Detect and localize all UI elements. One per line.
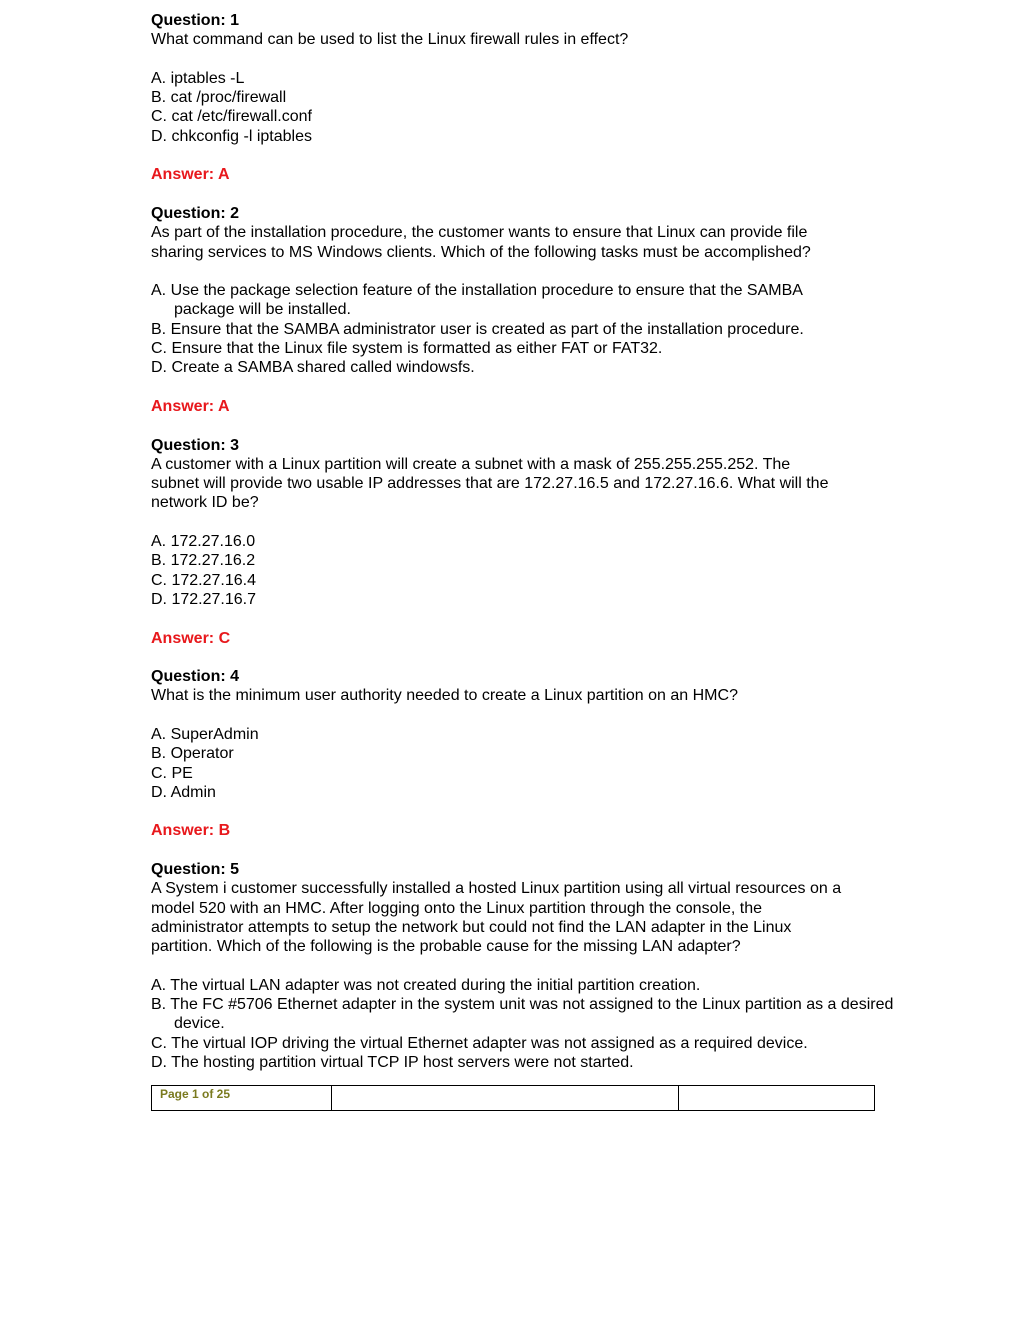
option: C. 172.27.16.4 — [151, 571, 256, 589]
footer-cell-empty — [332, 1086, 679, 1110]
question-title: Question: 5 — [151, 861, 240, 879]
question-text: What command can be used to list the Linux firewall rules in effect? — [151, 31, 629, 49]
option: D. Create a SAMBA shared called windowsfs. — [151, 359, 475, 377]
document-body — [151, 11, 894, 1072]
option: A. iptables -L — [151, 69, 245, 87]
question-text: partition. Which of the following is the probable cause for the missing LAN adapter? — [151, 938, 741, 956]
option: D. 172.27.16.7 — [151, 590, 256, 608]
answer: Answer: A — [151, 397, 230, 415]
question-block — [151, 667, 875, 860]
question-text: What is the minimum user authority needed to create a Linux partition on an HMC? — [151, 687, 738, 705]
page-footer-table — [151, 1085, 875, 1111]
option: C. The virtual IOP driving the virtual Ethernet adapter was not assigned as a required device. — [151, 1034, 808, 1052]
option: B. cat /proc/firewall — [151, 89, 287, 107]
question-title: Question: 1 — [151, 12, 240, 29]
question-text: As part of the installation procedure, the customer wants to ensure that Linux can provide file — [151, 224, 808, 242]
question-text: model 520 with an HMC. After logging onto the Linux partition through the console, the — [151, 899, 763, 917]
question-block — [151, 436, 875, 668]
option: B. 172.27.16.2 — [151, 552, 256, 570]
option: A. The virtual LAN adapter was not created during the initial partition creation. — [151, 976, 701, 994]
option: B. Operator — [151, 745, 234, 763]
question-title: Question: 4 — [151, 668, 240, 686]
footer-cell-page — [152, 1086, 332, 1110]
question-text: A customer with a Linux partition will create a subnet with a mask of 255.255.255.252. The — [151, 455, 791, 473]
option: D. The hosting partition virtual TCP IP host servers were not started. — [151, 1054, 634, 1072]
answer: Answer: A — [151, 166, 230, 184]
question-text: A System i customer successfully installed a hosted Linux partition using all virtual resources on a — [151, 880, 842, 898]
option: A. 172.27.16.0 — [151, 533, 256, 551]
option: D. chkconfig -l iptables — [151, 127, 312, 145]
question-block — [151, 11, 875, 204]
option: C. cat /etc/firewall.conf — [151, 108, 312, 126]
answer: Answer: C — [151, 629, 231, 647]
question-block — [151, 204, 875, 436]
question-text: subnet will provide two usable IP addresses that are 172.27.16.5 and 172.27.16.6. What will the — [151, 475, 829, 493]
page-number: Page 1 of 25 — [160, 1087, 231, 1101]
question-title: Question: 3 — [151, 436, 240, 454]
question-text: administrator attempts to setup the network but could not find the LAN adapter in the Linux — [151, 918, 792, 936]
footer-cell-empty — [679, 1086, 874, 1110]
answer: Answer: B — [151, 822, 231, 840]
option: A. Use the package selection feature of the installation procedure to ensure that the SAMBA package will be installed. — [151, 282, 803, 319]
question-text: network ID be? — [151, 494, 259, 512]
question-title: Question: 2 — [151, 204, 240, 222]
option: C. Ensure that the Linux file system is formatted as either FAT or FAT32. — [151, 340, 663, 358]
option: B. The FC #5706 Ethernet adapter in the system unit was not assigned to the Linux partition as a desired device. — [151, 996, 894, 1033]
option: A. SuperAdmin — [151, 725, 259, 743]
option: D. Admin — [151, 783, 216, 801]
question-text: sharing services to MS Windows clients. Which of the following tasks must be accomplished? — [151, 243, 811, 261]
option: B. Ensure that the SAMBA administrator user is created as part of the installation procedure. — [151, 320, 804, 338]
question-block — [151, 860, 894, 1072]
option: C. PE — [151, 764, 193, 782]
